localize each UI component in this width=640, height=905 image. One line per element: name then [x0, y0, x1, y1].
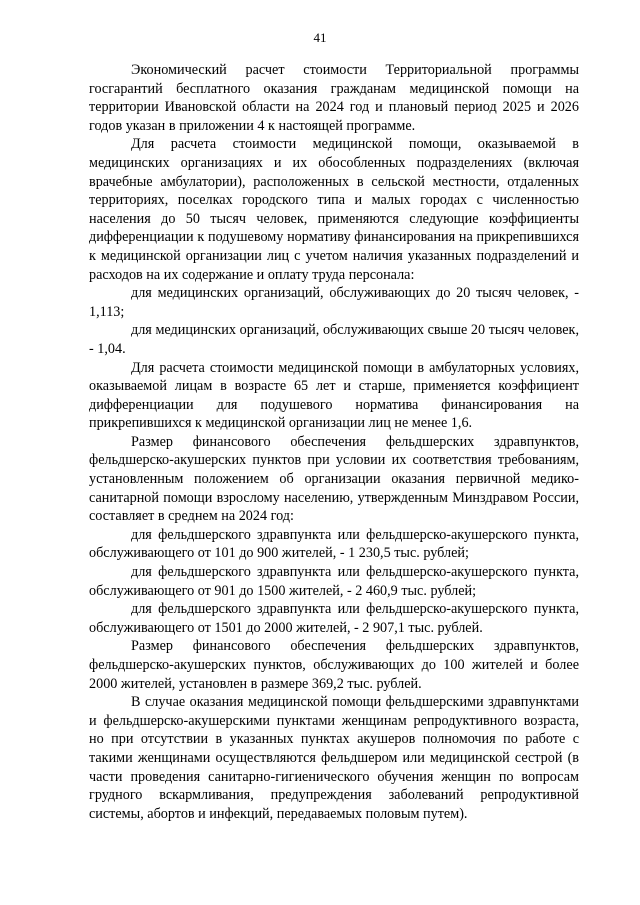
- paragraph-rural-coefficients: Для расчета стоимости медицинской помощи, оказываемой в медицинских организациях и их обособленных подразделениях (включая врачебные амбулатории), расположенных в сельской местности, отдаленных территориях, поселках городского типа и малых городах с численностью населения до 50 тысяч человек, применяются следующие коэффициенты дифференциации к подушевому нормативу финансирования на прикрепившихся к медицинской организации лиц с учетом наличия указанных подразделений и расходов на их содержание и оплату труда персонала:: [89, 136, 579, 283]
- paragraph-reproductive-care: В случае оказания медицинской помощи фельдшерскими здравпунктами и фельдшерско-акушерскими пунктами женщинам репродуктивного возраста, но при отсутствии в указанных пунктах акушеров полномочия по работе с такими женщинами осуществляются фельдшером или медицинской сестрой (в части проведения санитарно-гигиенического обучения женщин по вопросам грудного вскармливания, предупреждения заболеваний репродуктивной системы, абортов и инфекций, передаваемых половым путем).: [89, 694, 579, 822]
- paragraph-funding-101-900: для фельдшерского здравпункта или фельдшерско-акушерского пункта, обслуживающего от 101 до 900 жителей, - 1 230,5 тыс. рублей;: [89, 526, 579, 562]
- paragraph-coefficient-up-to-20k: для медицинских организаций, обслуживающих до 20 тысяч человек, - 1,113;: [89, 285, 579, 320]
- page-number: 41: [313, 30, 327, 45]
- document-body: [89, 61, 579, 823]
- paragraph-funding-other: Размер финансового обеспечения фельдшерских здравпунктов, фельдшерско-акушерских пунктов, обслуживающих до 100 жителей и более 2000 жителей, установлен в размере 369,2 тыс. рублей.: [89, 638, 579, 692]
- paragraph-coefficient-over-20k: для медицинских организаций, обслуживающих свыше 20 тысяч человек, - 1,04.: [89, 322, 579, 357]
- paragraph-age-65-coefficient: Для расчета стоимости медицинской помощи в амбулаторных условиях, оказываемой лицам в возрасте 65 лет и старше, применяется коэффициент дифференциации для подушевого норматива финансирования на прикрепившихся к медицинской организации лиц не менее 1,6.: [89, 359, 579, 432]
- paragraph-feldsher-funding: Размер финансового обеспечения фельдшерских здравпунктов, фельдшерско-акушерских пунктов при условии их соответствия требованиям, установленным положением об организации оказания первичной медико-санитарной помощи взрослому населению, утвержденным Минздравом России, составляет в среднем на 2024 год:: [89, 433, 579, 525]
- paragraph-funding-1501-2000: для фельдшерского здравпункта или фельдшерско-акушерского пункта, обслуживающего от 1501 до 2000 жителей, - 2 907,1 тыс. рублей.: [89, 601, 579, 636]
- paragraph-economic-calculation: Экономический расчет стоимости Территориальной программы госгарантий бесплатного оказания гражданам медицинской помощи на территории Ивановской области на 2024 год и плановый период 2025 и 2026 годов указан в приложении 4 к настоящей программе.: [89, 62, 579, 134]
- paragraph-funding-901-1500: для фельдшерского здравпункта или фельдшерско-акушерского пункта, обслуживающего от 901 до 1500 жителей, - 2 460,9 тыс. рублей;: [89, 564, 579, 599]
